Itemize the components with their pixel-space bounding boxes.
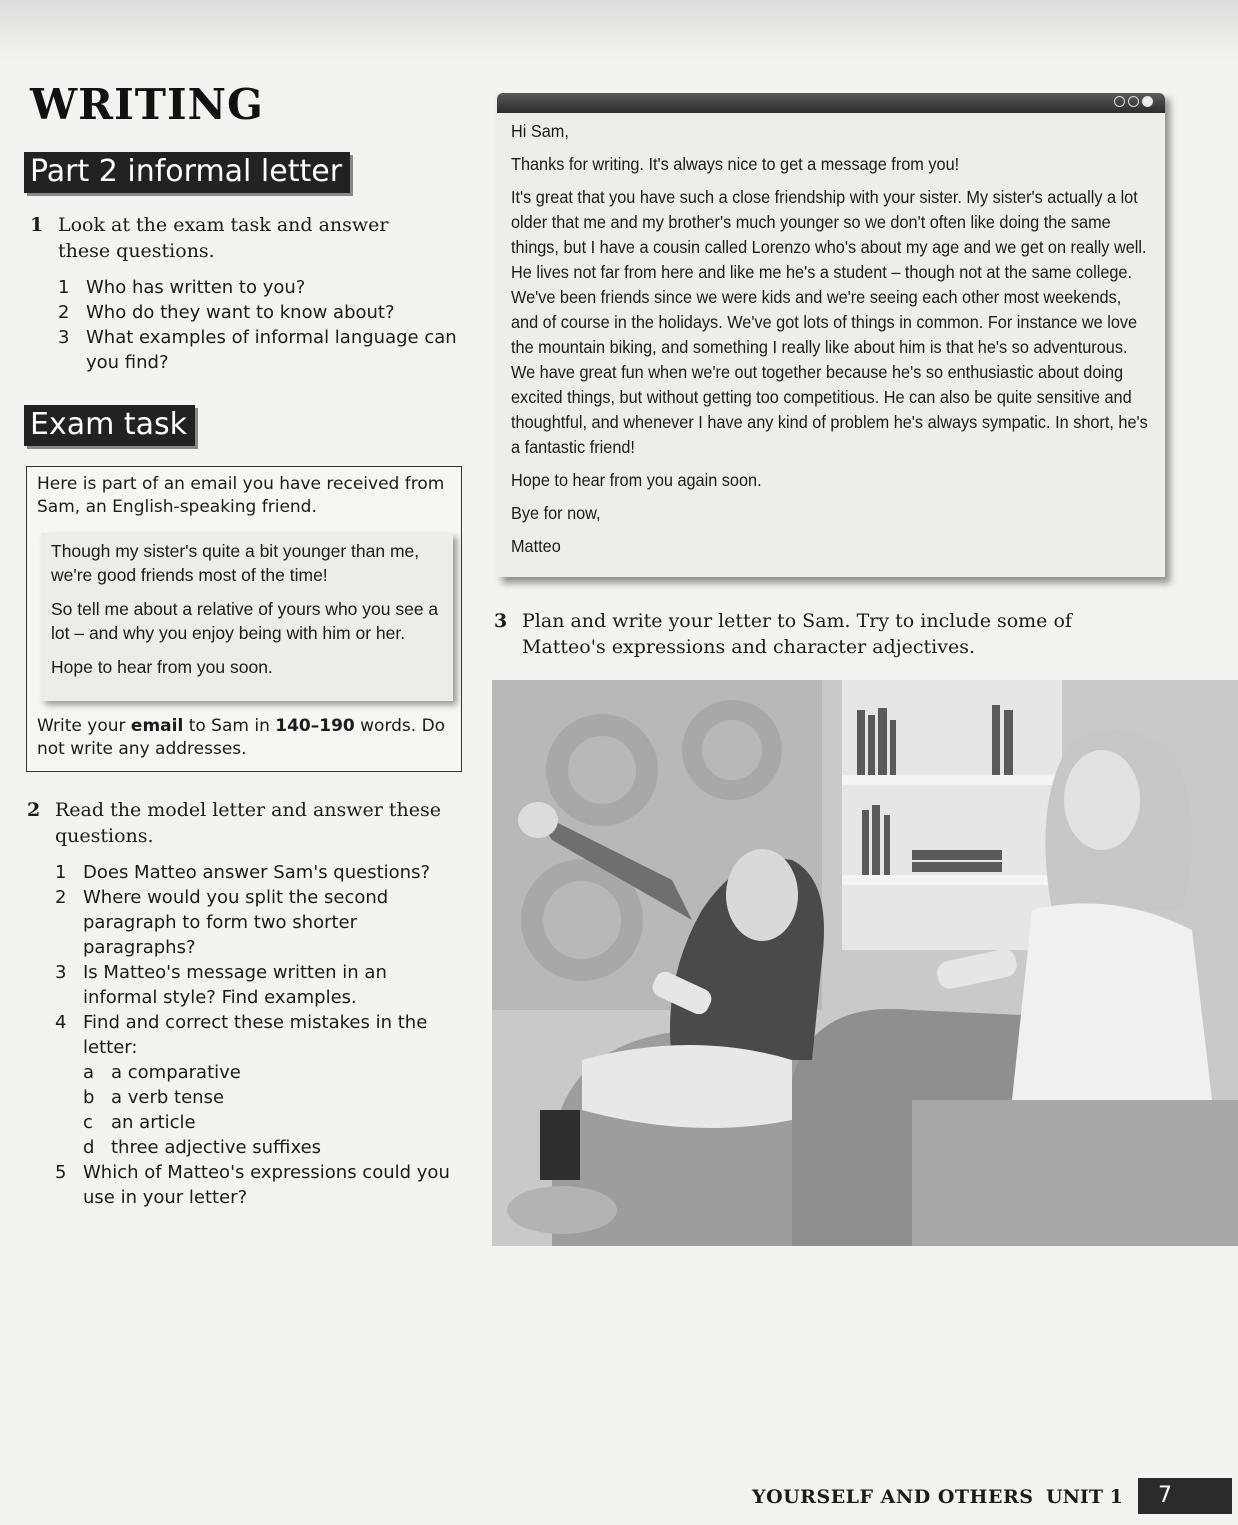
exam-intro: Here is part of an email you have received from Sam, an English-speaking friend.: [37, 474, 445, 517]
email-quote-card: [41, 533, 453, 701]
sub-list-item: a a comparative: [83, 1062, 241, 1083]
letter-paragraph: Thanks for writing. It's always nice to get a message from you!: [511, 154, 960, 174]
letter-paragraph: It's great that you have such a close friendship with your sister. My sister's actually a lot older that me and my brother's much younger so we don't often like doing the same things, but I have a cousin called Lorenzo who's about my age and we get on really well. He lives not far from here and like me he's a student – though not at the same college. We've been friends since we were kids and we're seeing each other most weekends, and of course in the holidays. We've got lots of things in common. For instance we love the mountain biking, and something I really like about him is that he's so adventurous. We have great fun when we're out together because he's so enthusiastic about doing excited things, but without getting too competitious. He can also be quite sensitive and thoughtful, and whenever I have any kind of problem he's always sympatic. In short, he's a fantastic friend!: [511, 187, 1148, 457]
exam-task-bar: Exam task: [24, 405, 195, 446]
question-number: 2: [27, 799, 41, 821]
page-heading: WRITING: [30, 80, 264, 129]
quote-line: So tell me about a relative of yours who you see a lot – and why you enjoy being with him or her.: [51, 599, 439, 643]
list-item: 3 What examples of informal language can you find?: [58, 327, 457, 373]
list-item: 2 Where would you split the second paragraph to form two shorter paragraphs?: [55, 887, 389, 958]
window-title-bar: [497, 93, 1165, 113]
window-dot-icon: [1114, 96, 1125, 107]
window-dot-icon: [1142, 96, 1153, 107]
section-title-bar: Part 2 informal letter: [24, 152, 350, 193]
list-item: 3 Is Matteo's message written in an informal style? Find examples.: [55, 962, 387, 1008]
model-letter-window: [497, 93, 1165, 577]
letter-body: [511, 119, 1153, 567]
exam-instruction: Write your email to Sam in 140–190 words. Do not write any addresses.: [37, 716, 446, 759]
question-2-list: [55, 860, 460, 1210]
list-item: 2 Who do they want to know about?: [58, 302, 395, 323]
footer-unit-number: UNIT 1: [1046, 1486, 1123, 1508]
window-dot-icon: [1128, 96, 1139, 107]
question-text: Read the model letter and answer these questions.: [55, 799, 441, 847]
list-item: 5 Which of Matteo's expressions could you use in your letter?: [55, 1162, 450, 1208]
page-number: 7: [1138, 1478, 1232, 1514]
photo-illustration: [492, 680, 1238, 1246]
letter-signoff: Bye for now,: [511, 503, 601, 523]
list-item: 1 Who has written to you?: [58, 277, 306, 298]
sub-list-item: c an article: [83, 1112, 196, 1133]
question-3: [494, 608, 1132, 660]
question-number: 3: [494, 610, 508, 632]
sub-list-item: b a verb tense: [83, 1087, 225, 1108]
window-controls: [1114, 96, 1153, 107]
list-item: 1 Does Matteo answer Sam's questions?: [55, 862, 431, 883]
question-1-list: [58, 275, 458, 375]
list-item: 4 Find and correct these mistakes in the letter:: [55, 1012, 428, 1058]
letter-greeting: Hi Sam,: [511, 121, 569, 141]
page-top-edge: [0, 0, 1238, 60]
sub-list-item: d three adjective suffixes: [83, 1137, 322, 1158]
exam-task-box: [26, 466, 462, 772]
letter-paragraph: Hope to hear from you again soon.: [511, 470, 762, 490]
question-text: Plan and write your letter to Sam. Try to include some of Matteo's expressions and character adjectives.: [522, 610, 1072, 658]
letter-signature: Matteo: [511, 536, 561, 556]
question-number: 1: [30, 214, 44, 236]
question-text: Look at the exam task and answer these questions.: [58, 214, 389, 262]
photo-girls-gaming: [492, 680, 1238, 1246]
quote-line: Hope to hear from you soon.: [51, 657, 273, 677]
footer-unit-title: YOURSELF AND OTHERS: [752, 1486, 1034, 1508]
question-1: [30, 212, 438, 264]
question-2: [27, 797, 445, 849]
quote-line: Though my sister's quite a bit younger than me, we're good friends most of the time!: [51, 541, 420, 585]
